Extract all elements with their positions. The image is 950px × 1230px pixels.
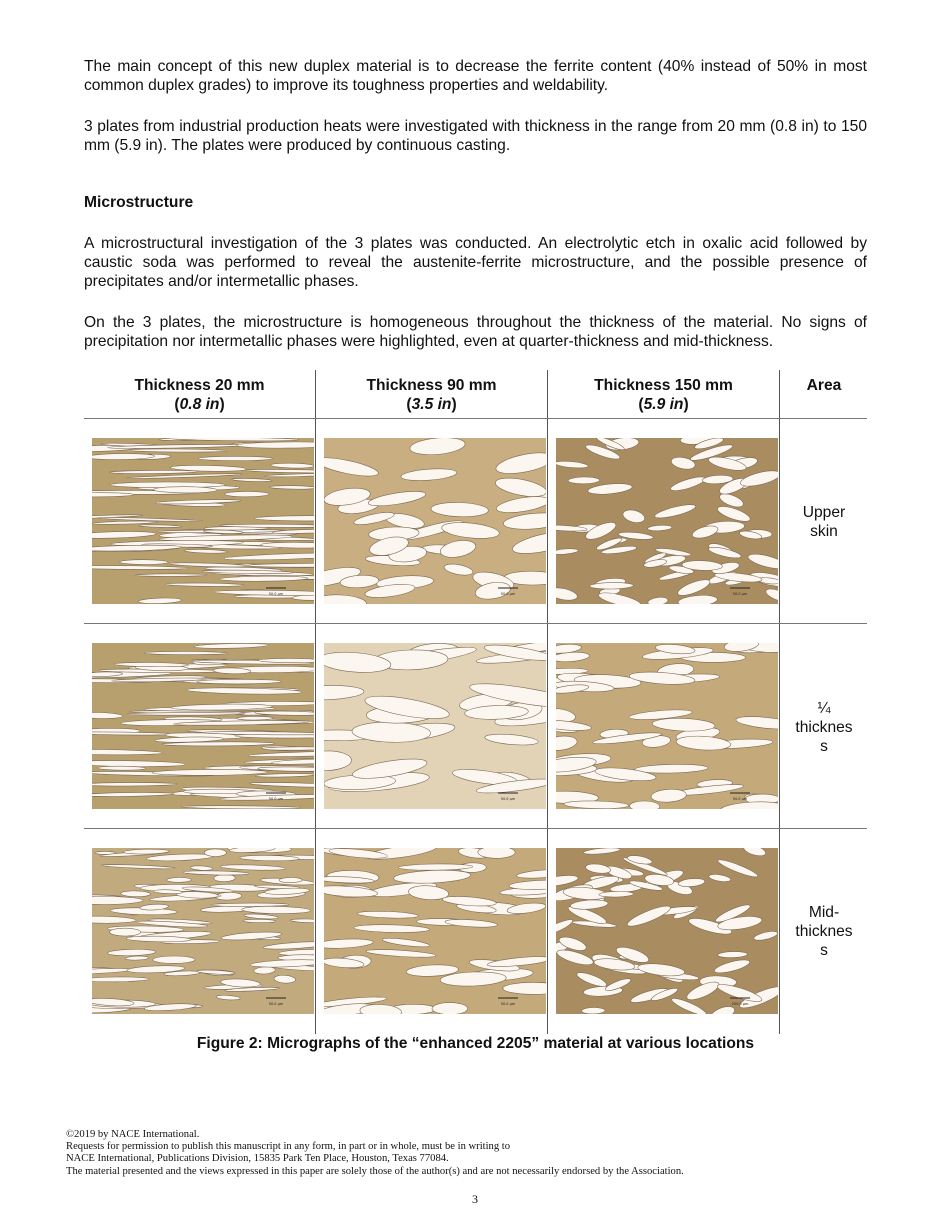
micrograph-texture bbox=[92, 438, 314, 604]
austenite-grain bbox=[136, 574, 207, 577]
scale-bar-label: 50.0 µm bbox=[500, 797, 516, 801]
micrograph-texture bbox=[92, 643, 314, 809]
paragraph-investigation: A microstructural investigation of the 3 plates was conducted. An electrolytic etch in oxalic acid followed by caustic soda was performed to reveal the austenite-ferrite microstructure, and the possible presence of precipitates and/or intermetallic phases. bbox=[84, 235, 867, 290]
austenite-grain bbox=[120, 560, 168, 565]
table-divider bbox=[315, 370, 316, 1034]
austenite-grain bbox=[121, 891, 151, 897]
austenite-grain bbox=[98, 766, 146, 770]
column-header-20mm: Thickness 20 mm (0.8 in) bbox=[134, 377, 265, 413]
austenite-grain bbox=[152, 769, 267, 775]
austenite-grain bbox=[581, 1007, 605, 1014]
paragraph-plates: 3 plates from industrial production heats were investigated with thickness in the range from 20 mm (0.8 in) to 150 mm (5.9 in). The plates were produced by continuous casting. bbox=[84, 118, 867, 154]
area-label-mid-thickness: Mid- thicknes s bbox=[795, 904, 853, 959]
table-rule bbox=[84, 418, 867, 419]
micrograph-texture bbox=[92, 848, 314, 1014]
column-header-150mm: Thickness 150 mm (5.9 in) bbox=[594, 377, 733, 413]
austenite-grain bbox=[214, 874, 236, 882]
column-header-area: Area bbox=[806, 377, 842, 394]
scale-bar-label: 50.0 µm bbox=[732, 797, 748, 801]
austenite-grain bbox=[204, 849, 226, 857]
micrograph-90mm-quarter bbox=[324, 643, 546, 809]
table-divider bbox=[779, 370, 780, 1034]
table-rule bbox=[84, 623, 867, 624]
micrograph-20mm-mid bbox=[92, 848, 314, 1014]
micrograph-texture bbox=[324, 848, 546, 1014]
micrograph-texture bbox=[556, 643, 778, 809]
scale-bar-label: 50.0 µm bbox=[268, 797, 284, 801]
micrograph-90mm-upper-skin bbox=[324, 438, 546, 604]
austenite-grain bbox=[166, 877, 191, 882]
micrograph-90mm-mid bbox=[324, 848, 546, 1014]
austenite-grain bbox=[109, 928, 140, 936]
micrograph-texture bbox=[324, 438, 546, 604]
copyright-footer: ©2019 by NACE International. Requests for permission to publish this manuscript in any form, in part or in whole, must be in writing to NACE International, Publications Division, 15835 Park Ten Place, Houston, Texas 77084. The material presented and the views expressed in this paper are solely those of the author(s) and are not necessarily endorsed by the Association. bbox=[66, 1129, 684, 1177]
paragraph-ferrite-concept: The main concept of this new duplex material is to decrease the ferrite content (40% instead of 50% in most common duplex grades) to improve its toughness properties and weldability. bbox=[84, 58, 867, 94]
scale-bar-label: 200.0 µm bbox=[731, 1002, 749, 1006]
paragraph-homogeneous: On the 3 plates, the microstructure is homogeneous throughout the thickness of the material. No signs of precipitation nor intermetallic phases were highlighted, even at quarter-thickness and mid-thickness. bbox=[84, 314, 867, 350]
austenite-grain bbox=[154, 486, 218, 493]
page-number: 3 bbox=[472, 1192, 478, 1206]
column-header-90mm: Thickness 90 mm (3.5 in) bbox=[366, 377, 497, 413]
scale-bar-label: 50.0 µm bbox=[500, 592, 516, 596]
micrograph-texture bbox=[324, 643, 546, 809]
austenite-grain bbox=[237, 716, 273, 720]
austenite-grain bbox=[568, 477, 600, 484]
micrograph-20mm-quarter bbox=[92, 643, 314, 809]
austenite-grain bbox=[198, 456, 272, 460]
austenite-grain bbox=[590, 582, 634, 589]
area-label-upper-skin: Upper skin bbox=[802, 504, 846, 540]
scale-bar-label: 50.0 µm bbox=[500, 1002, 516, 1006]
austenite-grain bbox=[153, 956, 195, 964]
austenite-grain bbox=[478, 848, 515, 858]
table-rule bbox=[84, 828, 867, 829]
austenite-grain bbox=[144, 651, 227, 654]
austenite-grain bbox=[197, 679, 281, 684]
area-label-quarter-thickness: ¼ thicknes s bbox=[795, 700, 853, 755]
micrograph-texture bbox=[556, 848, 778, 1014]
micrograph-150mm-upper-skin bbox=[556, 438, 778, 604]
table-divider bbox=[547, 370, 548, 1034]
micrograph-texture bbox=[556, 438, 778, 604]
scale-bar-label: 50.0 µm bbox=[268, 592, 284, 596]
scale-bar-label: 50.0 µm bbox=[268, 1002, 284, 1006]
austenite-grain bbox=[258, 658, 314, 663]
austenite-grain bbox=[279, 877, 302, 882]
austenite-grain bbox=[243, 919, 276, 923]
austenite-grain bbox=[432, 1003, 468, 1014]
micrograph-150mm-quarter bbox=[556, 643, 778, 809]
scale-bar-label: 50.0 µm bbox=[732, 592, 748, 596]
austenite-grain bbox=[225, 491, 269, 496]
section-heading: Microstructure bbox=[84, 194, 194, 211]
austenite-grain bbox=[127, 712, 245, 715]
figure-caption: Figure 2: Micrographs of the “enhanced 2205” material at various locations bbox=[196, 1035, 755, 1052]
micrograph-20mm-upper-skin bbox=[92, 438, 314, 604]
micrograph-150mm-mid bbox=[556, 848, 778, 1014]
